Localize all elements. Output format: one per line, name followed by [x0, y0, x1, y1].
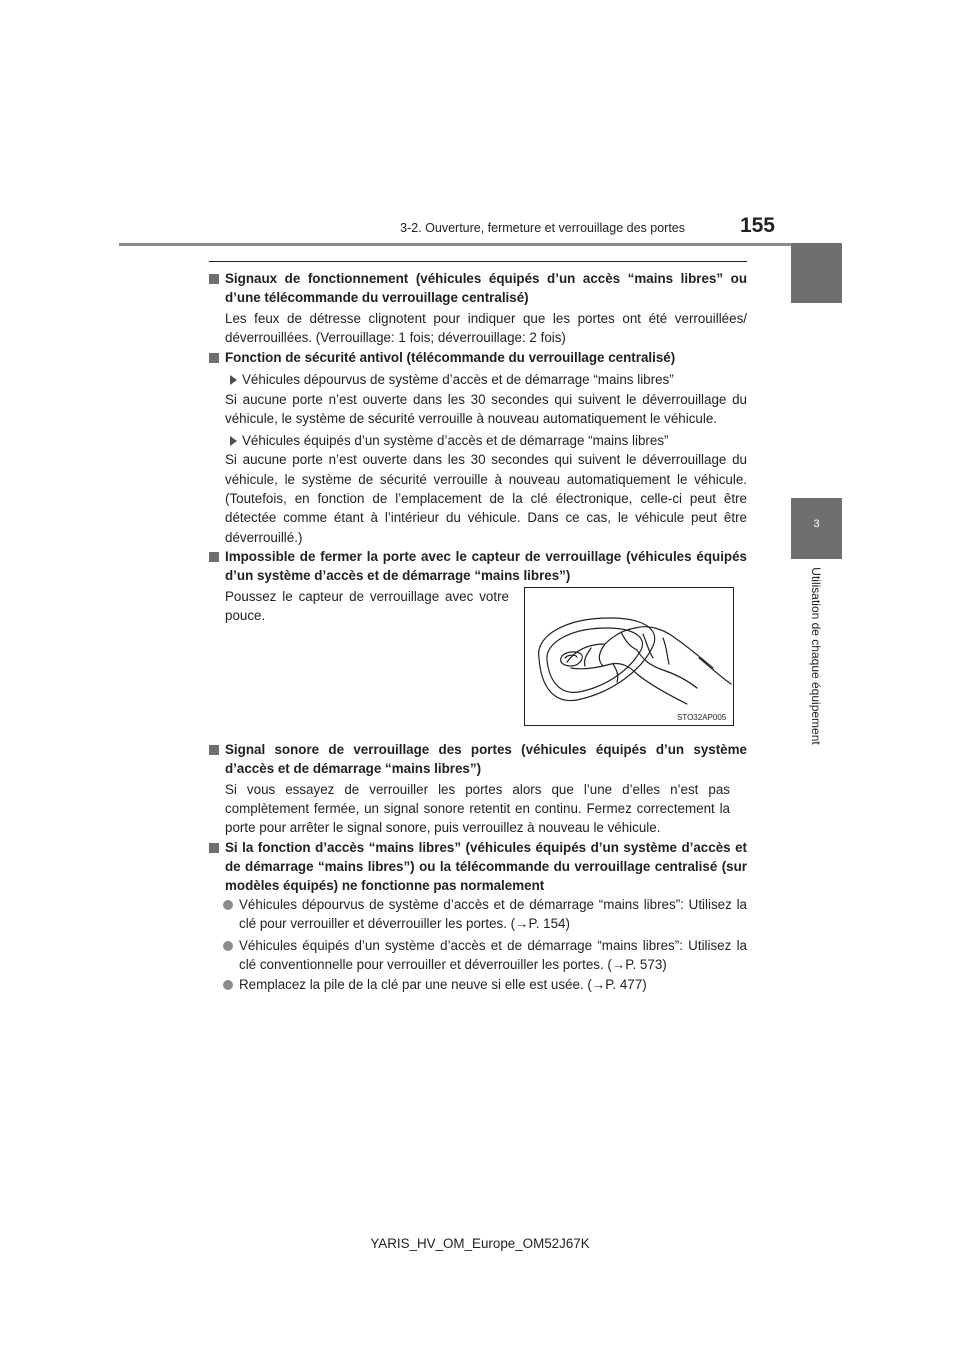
section-5-bullet-1-line-1: Véhicules dépourvus de système d’accès et de démarrage “mains libres”: Utilisez la	[239, 897, 747, 912]
square-bullet	[209, 843, 219, 853]
running-header-section: 3-2. Ouverture, fermeture et verrouillage des portes	[400, 221, 685, 235]
square-bullet	[209, 745, 219, 755]
square-bullet	[209, 353, 219, 363]
figure-code: STO32AP005	[677, 713, 727, 722]
illustration-frame	[524, 587, 734, 726]
section-1-body-line-1: Les feux de détresse clignotent pour indiquer que les portes ont été verrouillées/	[225, 311, 747, 326]
section-2-sub-2-label: Véhicules équipés d’un système d’accès et de démarrage “mains libres”	[242, 433, 669, 448]
section-3-title-line-2: d’un système d’accès et de démarrage “mains libres”)	[225, 568, 571, 583]
document-footer-code: YARIS_HV_OM_Europe_OM52J67K	[370, 1236, 590, 1251]
section-3-body-line-1: Poussez le capteur de verrouillage avec votre	[225, 589, 509, 604]
arrow-bullet-icon	[230, 375, 237, 385]
section-5-title-line-1: Si la fonction d’accès “mains libres” (véhicules équipés d’un système d’accès et	[225, 840, 747, 855]
header-rule	[119, 243, 842, 246]
section-5-title-line-2: de démarrage “mains libres”) ou la télécommande du verrouillage centralisé (sur	[225, 859, 747, 874]
section-2-sub-2-line-1: Si aucune porte n’est ouverte dans les 30 secondes qui suivent le déverrouillage du	[225, 452, 747, 467]
square-bullet	[209, 274, 219, 284]
page-number: 155	[739, 214, 775, 237]
section-1-title-line-1: Signaux de fonctionnement (véhicules équipés d’un accès “mains libres” ou	[225, 271, 747, 286]
section-3-body-line-2: pouce.	[225, 608, 266, 623]
chapter-label-text: Utilisation de chaque équipement	[809, 567, 823, 745]
section-5-title-line-3: modèles équipés) ne fonctionne pas normalement	[225, 878, 545, 893]
section-4-title-line-1: Signal sonore de verrouillage des portes (véhicules équipés d’un système	[225, 742, 747, 757]
section-2-sub-2-line-4: détectée comme étant à l’intérieur du véhicule. Dans ce cas, le véhicule peut être	[225, 510, 747, 525]
door-handle-thumb-illustration	[525, 588, 733, 725]
section-2-sub-1-line-2: véhicule, le système de sécurité verrouille à nouveau automatiquement le véhicule.	[225, 411, 718, 426]
section-4-body-line-3: porte pour arrêter le signal sonore, puis verrouillez à nouveau le véhicule.	[225, 820, 661, 835]
chapter-label	[806, 567, 826, 745]
section-3-title-line-1: Impossible de fermer la porte avec le capteur de verrouillage (véhicules équipés	[225, 549, 747, 564]
section-4-body-line-2: complètement fermée, un signal sonore retentit en continu. Fermez correctement la	[225, 801, 730, 816]
section-1-title-line-2: d’une télécommande du verrouillage centralisé)	[225, 290, 529, 305]
circle-bullet	[223, 941, 233, 951]
content-top-rule	[209, 261, 747, 262]
chapter-number: 3	[813, 518, 820, 530]
square-bullet	[209, 552, 219, 562]
section-5-bullet-1-line-2: clé pour verrouiller et déverrouiller les portes. (→P. 154)	[239, 916, 570, 931]
section-2-sub-1-label: Véhicules dépourvus de système d’accès et de démarrage “mains libres”	[242, 372, 674, 387]
header-tab-block	[791, 243, 842, 303]
section-2-sub-1-line-1: Si aucune porte n’est ouverte dans les 30 secondes qui suivent le déverrouillage du	[225, 392, 747, 407]
section-5-bullet-3-line-1: Remplacez la pile de la clé par une neuve si elle est usée. (→P. 477)	[239, 977, 647, 992]
circle-bullet	[223, 900, 233, 910]
section-2-title: Fonction de sécurité antivol (télécommande du verrouillage centralisé)	[225, 350, 676, 365]
section-2-sub-2-line-3: (Toutefois, en fonction de l’emplacement de la clé électronique, celle-ci peut être	[225, 491, 747, 506]
section-4-body-line-1: Si vous essayez de verrouiller les portes alors que l’une d’elles n’est pas	[225, 782, 730, 797]
arrow-bullet-icon	[230, 436, 237, 446]
section-4-title-line-2: d’accès et de démarrage “mains libres”)	[225, 761, 482, 776]
section-2-sub-2-line-2: véhicule, le système de sécurité verrouille à nouveau automatiquement le véhicule.	[225, 472, 747, 487]
section-5-bullet-2-line-1: Véhicules équipés d’un système d’accès et de démarrage “mains libres”: Utilisez la	[239, 938, 747, 953]
circle-bullet	[223, 980, 233, 990]
section-5-bullet-2-line-2: clé conventionnelle pour verrouiller et déverrouiller les portes. (→P. 573)	[239, 957, 667, 972]
section-1-body-line-2: déverrouillées. (Verrouillage: 1 fois; déverrouillage: 2 fois)	[225, 330, 566, 345]
section-2-sub-2-line-5: déverrouillé.)	[225, 530, 303, 545]
